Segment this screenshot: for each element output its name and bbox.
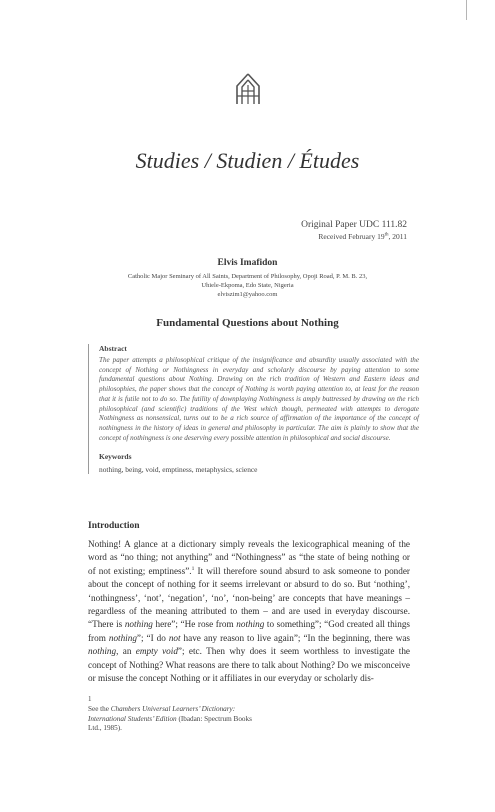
abstract-text: The paper attempts a philosophical critique of the insignificance and absurdity usually associated with the concept of Nothing or Nothingness in everyday and scholarly discourse by paying attention to some fundamental questions about Nothing. Drawing on the rich tradition of Western and Eastern ideas and philosophies, the paper shows that the concept of Nothing is worth paying attention to, at least for the reason that it is futile not to do so. The futility of downplaying Nothingness is amply buttressed by drawing on the rich philosophical (and scientific) traditions of the West which though, permeated with attempts to derogate Nothingness as nonsensical, turns out to be a rich source of affirmation of the importance of the concept of nothingness in the history of ideas in general and philosophy in particular. The aim is plainly to show that the concept of nothingness is one deserving every possible attention in philosophical and social discourse.	[99, 356, 419, 442]
received-date-sup: th	[384, 232, 389, 238]
paper-title: Fundamental Questions about Nothing	[156, 317, 339, 329]
received-date-suffix: , 2011	[388, 232, 407, 241]
intro-italic-6: empty void	[135, 646, 178, 657]
author-affiliation	[0, 272, 495, 299]
intro-italic-3: nothing	[108, 632, 137, 643]
abstract-heading: Abstract	[99, 344, 127, 353]
intro-text-2: It will therefore sound absurd to ask someone to ponder about the concept of nothing for it seems irrelevant or absurd to do so. But ‘nothing’, ‘nothingness’, ‘not’, ‘negation’, ‘no’, ‘non-being’ are concepts that have meanings – regardless of the meaning attributed to them – and are used in everyday discourse. “There is	[88, 565, 410, 630]
intro-italic-5: nothing	[88, 646, 117, 657]
affiliation-line-2: Uhiele-Ekpoma, Edo State, Nigeria	[201, 282, 294, 289]
intro-text-3: here”; “He rose from	[152, 619, 237, 630]
footnote-reference[interactable]: 1	[191, 565, 195, 572]
author-email[interactable]: elviszim1@yahoo.com	[217, 291, 278, 298]
journal-logo-icon	[233, 72, 263, 106]
intro-text-5: ”; “I do	[136, 632, 169, 643]
keywords-heading: Keywords	[99, 452, 132, 462]
intro-text-6: have any reason to live again”; “In the beginning, there was	[180, 632, 410, 643]
intro-italic-2: nothing	[236, 619, 265, 630]
introduction-paragraph	[88, 538, 410, 685]
intro-text-1: Nothing! A glance at a dictionary simply reveals the lexicographical meaning of the word as “no thing; not anything” and “Nothingness” as “the state of being nothing or of not existing; emptiness”.	[88, 539, 410, 576]
footnote-number: 1	[88, 695, 92, 703]
footnote-suffix: (Ibadan: Spectrum Books Ltd., 1985).	[88, 714, 252, 733]
introduction-heading: Introduction	[88, 521, 140, 531]
intro-italic-4: not	[168, 632, 181, 643]
received-date-prefix: Received February 19	[318, 232, 385, 241]
intro-text-7: , an	[116, 646, 136, 657]
paper-type: Original Paper UDC 111.82	[301, 220, 407, 230]
footnote-prefix: See the	[88, 705, 111, 713]
section-title: Studies / Studien / Études	[135, 148, 360, 173]
keywords-text: nothing, being, void, emptiness, metaphysics, science	[99, 465, 258, 475]
abstract-block	[88, 344, 419, 474]
intro-text-8: ”; etc. Then why does it seem worthless to investigate the concept of Nothing? What reasons are there to talk about Nothing? Do we misconceive or misuse the concept Nothing or it affiliates in our everyday or scholarly dis-	[88, 646, 410, 684]
crop-mark	[466, 0, 467, 20]
received-date	[318, 232, 407, 241]
footnote-italic-title: Chambers Universal Learners’ Dictionary: International Students’ Edition	[88, 705, 236, 723]
intro-text-4: to something”; “God created all things from	[88, 619, 410, 643]
affiliation-line-1: Catholic Major Seminary of All Saints, Department of Philosophy, Opoji Road, P. M. B. 23,	[127, 273, 368, 280]
footnote-text	[88, 705, 254, 734]
intro-italic-1: nothing	[124, 619, 153, 630]
author-name: Elvis Imafidon	[217, 258, 278, 268]
